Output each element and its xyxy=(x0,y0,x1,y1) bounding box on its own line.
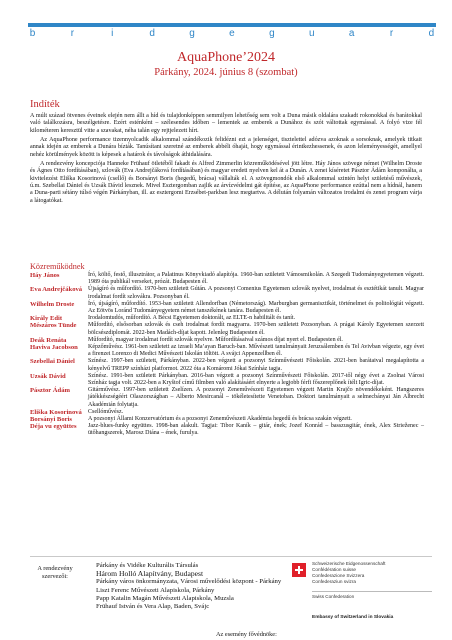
contributor-name: Szebellai Dániel xyxy=(30,358,75,366)
swiss-name-line: Confédération suisse xyxy=(312,567,357,572)
contributor-name: Király Edit xyxy=(30,315,63,323)
swiss-name-line: Confederazione Svizzera xyxy=(312,573,365,578)
brand-letter: g xyxy=(189,28,195,39)
contributor-bio: Gitárművész. 1997-ben született Zselízen. A pozsonyi Zeneművészeti Egyetemen végzett Martin Krajčo növendékeként. Hangszeres játékkészségéért Olaszországban – Alberto Mesircanál – tökéletesítette Venetoban. Doktori tanulmányait a selmecbányai Ján Albrecht Akadémián folytatja. xyxy=(88,387,424,408)
event-date: Párkány, 2024. június 8 (szombat) xyxy=(154,67,298,78)
contributor-row xyxy=(30,301,424,315)
contributor-bio: Műfordító, magyar irodalmat fordít szlovák nyelvre. Műfordításaival számos díjat nyert el. Budapesten él. xyxy=(88,336,343,343)
contributor-bio: Irodalomtudós, műfordító. A Bécsi Egyetemen doktorált, az ELTE-n habilitált és tanít. xyxy=(88,315,296,322)
organizer-item: Liszt Ferenc Művészeti Alapiskola, Párkány xyxy=(96,586,215,594)
organizer-item: Párkány város önkormányzata, Városi művelődési központ - Párkány xyxy=(96,578,282,586)
organizer-item: Frühauf István és Vera Alap, Baden, Svájc xyxy=(96,603,210,611)
intro-paragraph: Az AquaPhone performance tizennyolcadik alkalommal szándékozik felidézni ezt a jelenséget, tisztelettel adózva azoknak a sorsoknak, amelyek titkait annak idején az emberek a Dunára bízták. Tanúsítani szeretné az emberek abbéli óhaját, hogy egymással érintkezhessenek, és azon leleményességét, amellyel nehéz körülmények között is képesek a határok és távolságok áthidalására. xyxy=(30,137,422,158)
contributor-bio: Színész. 1997-ben született, Párkányban. 2022-ben végzett a pozsonyi Színművészeti Főiskolán. 2021-ben barátaival megalapította a kényelvű TREPP színházi platformot. 2022 óta a Komáromi Jókai Színház tagja. xyxy=(88,358,424,372)
brand-letter: a xyxy=(348,28,355,39)
contributor-row xyxy=(30,286,424,300)
contributor-bio: Műfordító, elsősorban szlovák és cseh irodalmat fordít magyarra. 1970-ben született Pozsonyban. A prágai Károly Egyetemen szerzett bölcsészdiplomát. 2022-ben Madách-díjat kapott. Jelenleg Budapesten él. xyxy=(88,322,424,336)
contributor-name: Deák Renáta xyxy=(30,336,67,344)
swiss-names xyxy=(312,561,385,585)
brand-letter: d xyxy=(149,28,155,39)
contributor-bio: Színész. 1991-ben született Párkányban. 2016-ban végzett a pozsonyi Színművészeti Főiskolán. 2017-től négy évet a Zsolnai Városi Színház tagja volt. 2022-ben a Kryštof című filmben való alakításáért elnyerte a legjobb férfi főszereplőnek ítélt Igric-díjat. xyxy=(88,372,424,387)
contributor-name: Mészáros Tünde xyxy=(30,322,77,330)
contributor-row xyxy=(30,423,424,437)
swiss-name-line: Confederaziun svizra xyxy=(312,579,357,584)
contributor-bio: Jazz-blues-funky együttes. 1998-ban alakult. Tagjai: Tibor Kaník – gitár, ének; Jozef Konrád – basszusgitár, ének, Alex Strieženec – ütőhangszerek, Marosz Diána – ének, furulya. xyxy=(88,423,424,437)
organizer-item: Három Holló Alapítvány, Budapest xyxy=(96,569,204,579)
intro-text xyxy=(30,113,422,207)
intro-paragraph: A múlt század ötvenes éveinek elején nem állt a híd és tulajdonképpen semmilyen lehetőség sem volt a Duna másik oldalára szakadt rokonokkal és barátokkal való találkozásra, beszélgetésre. Ezért esténként – szélesendes időben – lementek az emberek a Dunához és szót váltottak egymással. A folyó vize fél kilométeren keresztül vitte a szavakat, néha talán egy rejtjelezett hírt. xyxy=(30,113,422,134)
contributors-list xyxy=(30,272,424,438)
contributor-bio: Csellóművész. xyxy=(88,408,124,415)
contributor-row xyxy=(30,409,424,416)
contributor-row xyxy=(30,272,424,286)
intro-paragraph: A rendezvény koncepciója Hanneke Frühauf ötletéből fakadt és Alfred Zimmerlin közreműködésével jött létre. Háy János szövege német (Wilhelm Droste és Ágnes Otto fordításában), szlovák (Eva Andrejčáková fordításában) és magyar eredeti nyelven kel át a Dunán. A zenei kíséretet Pásztor Ádám komponálta, a kivitelezést Eliška Kosorinová (csellő) és Borsányi Boris (hegedű, brácsa) vállalták el. A szövegmondók első alkalommal szintén helyi születésű művészek, ú.m. Szebellai Dániel és Uzsák Dávid lesznek. Mivel Esztergomban zajlik az árvízvédelmi gát építése, az AquaPhone performance ezúttal nem a hídnál, hanem a Duna-parti sétány túlsó végén Párkányban, ill. az esztergomi Erzsébet-parkban lesz megtartva. A délután folyamán változatos irodalmi és zenei program várja a látogatókat. xyxy=(30,161,422,204)
contributor-name: Haviva Jacobson xyxy=(30,344,78,352)
contributor-bio: A pozsonyi Állami Konzervatórium és a pozsonyi Zeneművészeti Akadémia hegedű és brácsa szakán végzett. xyxy=(88,416,352,423)
contributor-name: Uzsák Dávid xyxy=(30,372,66,380)
contributors-heading: Közreműködnek xyxy=(30,262,85,271)
contributor-bio: Újságíró és műfordító. 1970-ben született Gútán. A pozsonyi Comenius Egyetemen szlovák nyelvet, irodalmat és esztétikát tanult. Magyar irodalmat fordít szlovákra. Pozsonyban él. xyxy=(88,286,424,300)
brand-letter: g xyxy=(269,28,275,39)
brand-letter: r xyxy=(389,28,394,39)
brand-line xyxy=(28,23,436,27)
contributor-row xyxy=(30,322,424,336)
contributor-name: Pásztor Ádám xyxy=(30,387,70,395)
contributor-row xyxy=(30,337,424,344)
organizers-label: A rendezvény szervezői: xyxy=(37,565,73,580)
contributor-row xyxy=(30,344,424,358)
contributor-bio: Író, költő, festő, illusztrátor, a Palatinus Könyvkiadó alapítója. 1960-ban született Vámosmikolán. A Szegedi Tudományegyetemen végzett. 1989 óta publikál verseket, prózát. Budapesten él. xyxy=(88,272,424,286)
organizers-list xyxy=(96,562,281,611)
patron-label: Az esemény fővédnöke: xyxy=(216,631,277,638)
contributor-bio: Író, újságíró, műfordító. 1953-ban született Allendorfban (Németország). Marburgban germanisztikát, történelmet és politológiát végzett. Az Eötvös Loránd Tudományegyetem német tanszékének tanára. Budapesten él. xyxy=(88,300,424,315)
organizer-item: Párkány és Vidéke Kulturális Társulás xyxy=(96,562,199,569)
brand-letter: r xyxy=(70,28,75,39)
swiss-confederation: Swiss Confederation xyxy=(312,594,355,599)
footer xyxy=(30,556,432,637)
contributor-bio: Képzőművész. 1961-ben született az izraeli Ma’ayan Baruch-ban. Művészeti tanulmányait Jeruzsálemben és Tel Avivban végezte, egy évet a firenzei Lorenzo di Medici Művészeti Iskolán töltött. A svájci Appenzellben él. xyxy=(88,344,424,358)
brand-wordmark xyxy=(28,28,436,39)
brand-letter: e xyxy=(229,28,235,39)
contributor-name: Déja vu együttes xyxy=(30,423,77,431)
brand-letter: u xyxy=(308,28,315,39)
brand-letter: d xyxy=(428,28,435,39)
brand-letter: b xyxy=(29,28,36,39)
divider xyxy=(312,591,432,592)
contributor-name: Borsányi Boris xyxy=(30,416,72,424)
contributor-row xyxy=(30,358,424,372)
embassy-name: Embassy of Switzerland in Slovakia xyxy=(312,615,394,620)
page-title: AquaPhone’2024 xyxy=(177,50,275,65)
organizer-item: Papp Katalin Magán Művészeti Alapiskola, Muzsla xyxy=(96,594,234,602)
contributor-row xyxy=(30,387,424,409)
brand-header xyxy=(28,6,436,46)
brand-letter: i xyxy=(111,28,114,39)
contributor-name: Eliška Kosorinová xyxy=(30,408,82,416)
intro-heading: Indíték xyxy=(30,99,60,110)
swiss-embassy-logo xyxy=(292,561,452,631)
contributor-name: Eva Andrejčáková xyxy=(30,286,83,294)
contributor-row xyxy=(30,373,424,387)
contributor-name: Wilhelm Droste xyxy=(30,300,75,308)
contributor-name: Háy János xyxy=(30,272,60,279)
swiss-flag-icon xyxy=(292,563,306,577)
swiss-name-line: Schweizerische Eidgenossenschaft xyxy=(312,561,386,566)
